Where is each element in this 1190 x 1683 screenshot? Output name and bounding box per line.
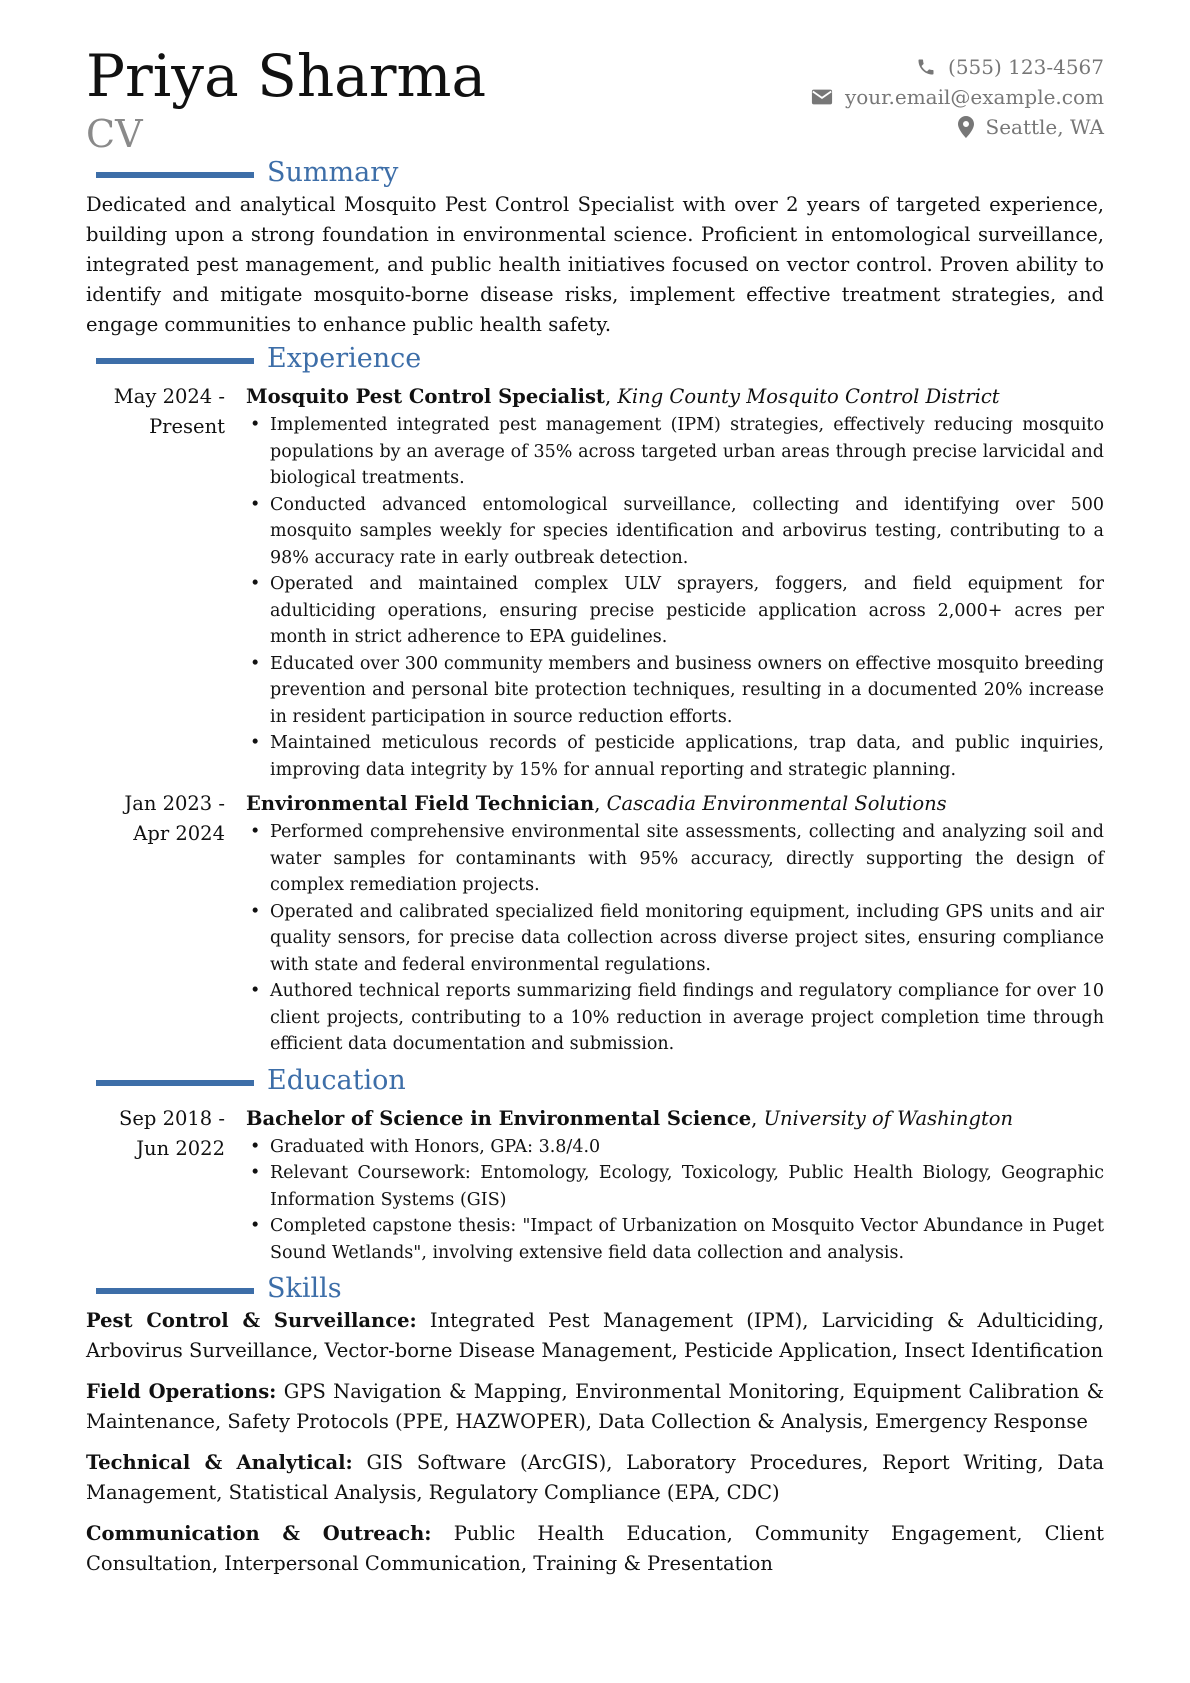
entry-heading: Mosquito Pest Control Specialist, King County Mosquito Control District — [246, 385, 1000, 408]
contact-location — [811, 112, 1104, 142]
skill-items: GPS Navigation & Mapping, Environmental Monitoring, Equipment Calibration & Maintenance, Safety Protocols (PPE, HAZWOPER), Data Collection & Analysis, Emergency Response — [86, 1380, 1105, 1433]
bullet-list — [246, 412, 1104, 783]
skill-group — [86, 1448, 1104, 1508]
phone-icon — [916, 57, 936, 77]
education-entry — [86, 1104, 1104, 1267]
location-text: Seattle, WA — [985, 115, 1104, 139]
cv-header — [86, 0, 1104, 156]
envelope-icon — [811, 88, 833, 106]
institution: University of Washington — [763, 1106, 1014, 1130]
entry-date: Sep 2018 - Jun 2022 — [119, 1106, 225, 1160]
skill-category: Pest Control & Surveillance: — [86, 1309, 417, 1332]
job-title: Environmental Field Technician — [246, 792, 595, 815]
bullet-item: • Relevant Coursework: Entomology, Ecology, Toxicology, Public Health Biology, Geographic Information Systems (GIS) — [246, 1160, 1104, 1213]
experience-heading — [86, 342, 1104, 376]
bullet-item: • Conducted advanced entomological surveillance, collecting and identifying over 500 mosquito samples weekly for species identification and arbovirus testing, contributing to a 98% accuracy rate in early outbreak detection. — [246, 492, 1104, 572]
section-title: Experience — [267, 343, 422, 374]
bullet-item: • Authored technical reports summarizing field findings and regulatory compliance for over 10 client projects, contributing to a 10% reduction in average project completion time through efficient data documentation and submission. — [246, 978, 1104, 1058]
map-pin-icon — [958, 116, 974, 138]
entry-heading: Environmental Field Technician, Cascadia Environmental Solutions — [246, 792, 947, 815]
bullet-item: • Performed comprehensive environmental site assessments, collecting and analyzing soil and water samples for contaminants with 95% accuracy, directly supporting the design of complex remediation projects. — [246, 819, 1104, 899]
skills-heading — [86, 1272, 1104, 1306]
section-rule — [96, 358, 254, 364]
email-address[interactable]: your.email@example.com — [844, 85, 1104, 109]
bullet-item: • Graduated with Honors, GPA: 3.8/4.0 — [246, 1134, 1104, 1161]
bullet-list — [246, 1134, 1104, 1267]
contact-email — [811, 82, 1104, 112]
section-title: Summary — [267, 157, 399, 188]
entry-date: May 2024 - Present — [113, 385, 225, 438]
section-rule — [96, 1288, 254, 1294]
entry-heading: Bachelor of Science in Environmental Science, University of Washington — [246, 1106, 1014, 1130]
bullet-list — [246, 819, 1104, 1058]
phone-number[interactable]: (555) 123-4567 — [948, 55, 1104, 79]
skill-category: Communication & Outreach: — [86, 1522, 432, 1545]
bullet-item: • Implemented integrated pest management (IPM) strategies, effectively reducing mosquito populations by an average of 35% across targeted urban areas through precise larvicidal and biological treatments. — [246, 412, 1104, 492]
section-title: Skills — [267, 1273, 342, 1304]
bullet-item: • Operated and calibrated specialized field monitoring equipment, including GPS units and air quality sensors, for precise data collection across diverse project sites, ensuring compliance with state and federal environmental regulations. — [246, 899, 1104, 979]
contact-phone — [811, 52, 1104, 82]
bullet-item: • Completed capstone thesis: "Impact of Urbanization on Mosquito Vector Abundance in Puget Sound Wetlands", involving extensive field data collection and analysis. — [246, 1213, 1104, 1266]
skill-group — [86, 1306, 1104, 1366]
experience-entry — [86, 382, 1104, 783]
job-title: Mosquito Pest Control Specialist — [246, 385, 605, 408]
skill-category: Technical & Analytical: — [86, 1451, 353, 1474]
candidate-name: Priya Sharma — [86, 42, 487, 110]
bullet-item: • Educated over 300 community members and business owners on effective mosquito breeding prevention and personal bite protection techniques, resulting in a documented 20% increase in resident participation in source reduction efforts. — [246, 651, 1104, 731]
section-rule — [96, 172, 254, 178]
skill-items: Integrated Pest Management (IPM), Larviciding & Adulticiding, Arbovirus Surveillance, Vector-borne Disease Management, Pesticide Application, Insect Identification — [86, 1309, 1105, 1362]
skill-category: Field Operations: — [86, 1380, 277, 1403]
bullet-item: • Maintained meticulous records of pesticide applications, trap data, and public inquiries, improving data integrity by 15% for annual reporting and strategic planning. — [246, 730, 1104, 783]
skill-group — [86, 1519, 1104, 1579]
degree: Bachelor of Science in Environmental Science — [246, 1106, 752, 1130]
summary-text: Dedicated and analytical Mosquito Pest Control Specialist with over 2 years of targeted experience, building upon a strong foundation in environmental science. Proficient in entomological surveillance, integrated pest management, and public health initiatives focused on vector control. Proven ability to identify and mitigate mosquito-borne disease risks, implement effective treatment strategies, and engage communities to enhance public health safety. — [86, 193, 1104, 336]
bullet-item: • Operated and maintained complex ULV sprayers, foggers, and field equipment for adulticiding operations, ensuring precise pesticide application across 2,000+ acres per month in strict adherence to EPA guidelines. — [246, 571, 1104, 651]
skill-items: Public Health Education, Community Engagement, Client Consultation, Interpersonal Communication, Training & Presentation — [86, 1522, 1104, 1575]
section-rule — [96, 1080, 254, 1086]
summary-heading — [86, 156, 1104, 190]
experience-entry — [86, 789, 1104, 1058]
section-title: Education — [267, 1064, 406, 1096]
document-title: CV — [86, 112, 143, 156]
cv-page — [86, 0, 1104, 1590]
organization: King County Mosquito Control District — [617, 385, 1000, 408]
entry-date: Jan 2023 - Apr 2024 — [124, 792, 225, 845]
skill-group — [86, 1377, 1104, 1437]
education-heading — [86, 1064, 1104, 1098]
contact-info — [811, 52, 1104, 142]
skill-items: GIS Software (ArcGIS), Laboratory Procedures, Report Writing, Data Management, Statistical Analysis, Regulatory Compliance (EPA, CDC) — [86, 1451, 1104, 1504]
organization: Cascadia Environmental Solutions — [606, 792, 947, 815]
